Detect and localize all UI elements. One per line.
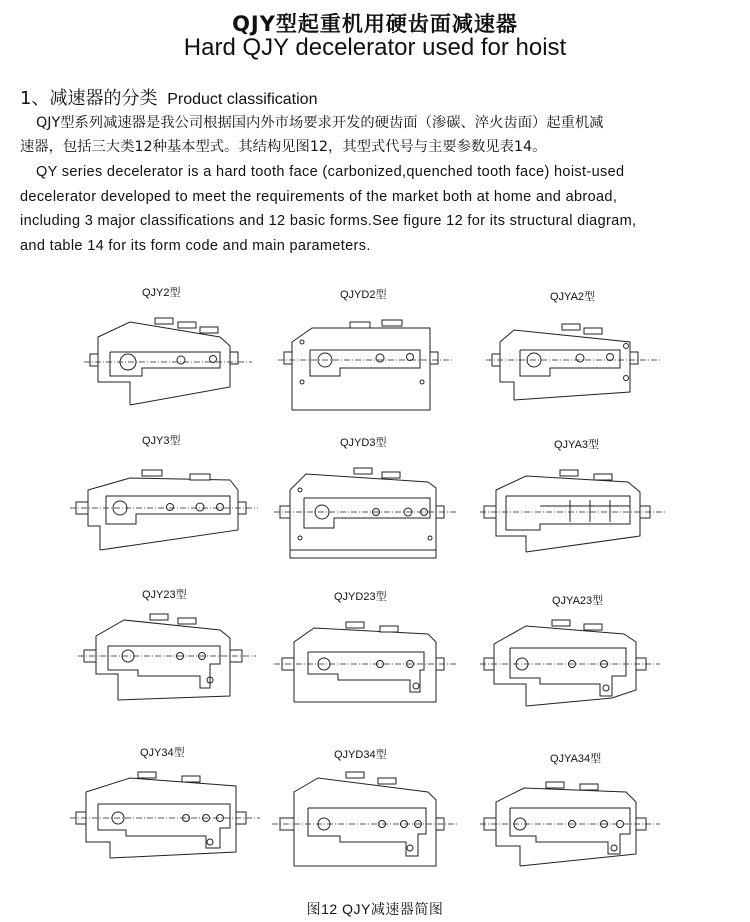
diagram-qjyd2	[270, 282, 510, 442]
diagram-label: QJYA34型	[550, 753, 602, 765]
paragraph-cn-line-2: 速器，包括三大类12种基本型式。其结构见图12，其型式代号与主要参数见表14。	[20, 139, 547, 155]
gearbox-drawing	[270, 584, 470, 734]
diagram-label: QJYD3型	[340, 437, 387, 449]
gearbox-drawing	[480, 430, 680, 580]
diagram-qjyd34	[270, 742, 510, 902]
diagram-label: QJYD23型	[334, 591, 387, 603]
diagram-qjya2	[480, 282, 720, 442]
diagram-label: QJY23型	[142, 589, 187, 601]
gearbox-drawing	[70, 282, 270, 412]
gearbox-drawing	[480, 742, 680, 892]
gearbox-drawing	[70, 742, 270, 882]
diagram-label: QJYA23型	[552, 595, 604, 607]
diagram-label: QJYD2型	[340, 289, 387, 301]
gearbox-drawing	[480, 282, 680, 432]
diagram-label: QJYA2型	[550, 291, 596, 303]
section-heading-cn: 1、减速器的分类	[20, 88, 158, 109]
diagram-label: QJY3型	[142, 435, 181, 447]
diagram-qjyd23	[270, 584, 510, 744]
gearbox-drawing	[480, 584, 680, 734]
gearbox-drawing	[70, 584, 270, 724]
section-heading-en: Product classification	[167, 91, 318, 108]
diagram-qjya34	[480, 742, 720, 902]
diagram-qjya3	[480, 430, 720, 590]
diagram-label: QJY34型	[140, 747, 185, 759]
paragraph-cn-line-1: QJY型系列减速器是我公司根据国内外市场要求开发的硬齿面（渗碳、淬火齿面）起重机减	[36, 115, 604, 131]
figure-caption: 图12 QJY减速器简图	[306, 901, 444, 917]
page-title-cn: QJY型起重机用硬齿面减速器	[232, 12, 518, 36]
diagram-qjyd3	[270, 430, 510, 590]
paragraph-en-line-1: QY series decelerator is a hard tooth face (carbonized,quenched tooth face) hoist-used	[36, 164, 625, 180]
gearbox-drawing	[270, 430, 470, 580]
paragraph-en-line-3: including 3 major classifications and 12 basic forms.See figure 12 for its structural diagram,	[20, 213, 637, 229]
paragraph-en-line-4: and table 14 for its form code and main parameters.	[20, 238, 371, 254]
diagram-label: QJY2型	[142, 287, 181, 299]
section-heading	[20, 84, 317, 110]
gearbox-drawing	[270, 282, 470, 432]
page-title-en: Hard QJY decelerator used for hoist	[183, 34, 567, 61]
diagram-label: QJYA3型	[554, 439, 600, 451]
diagram-qjya23	[480, 584, 720, 744]
gearbox-drawing	[70, 430, 270, 570]
paragraph-en-line-2: decelerator developed to meet the requirements of the market both at home and abroad,	[20, 189, 618, 205]
diagram-label: QJYD34型	[334, 749, 387, 761]
gearbox-drawing	[270, 742, 470, 892]
